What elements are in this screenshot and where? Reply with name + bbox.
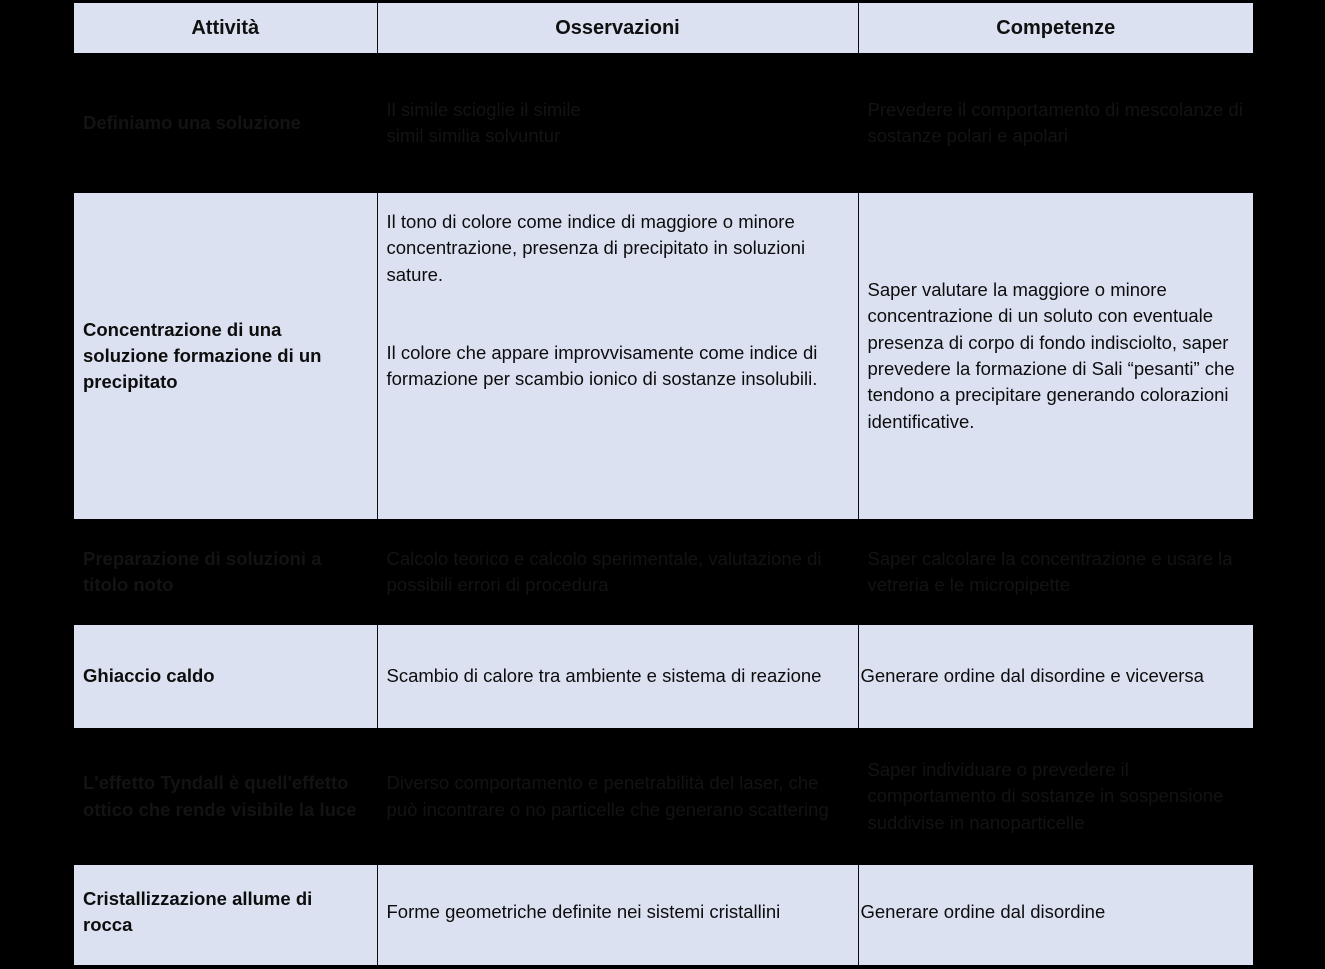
cell-osservazioni: Scambio di calore tra ambiente e sistema di reazione xyxy=(377,625,858,728)
table-body xyxy=(74,53,1253,965)
table-row xyxy=(74,625,1253,728)
column-header-attivita: Attività xyxy=(74,3,377,53)
cell-attivita: Cristallizzazione allume di rocca xyxy=(74,865,377,965)
osservazioni-paragraph-secondary: simil similia solvuntur xyxy=(386,125,561,146)
osservazioni-paragraph: Il tono di colore come indice di maggiore o minore concentrazione, presenza di precipitato in soluzioni sature. xyxy=(386,211,806,285)
cell-competenze: Generare ordine dal disordine e viceversa xyxy=(858,625,1253,728)
cell-osservazioni: Diverso comportamento e penetrabilità del laser, che può incontrare o no particelle che generano scattering xyxy=(377,728,858,865)
activities-table-container xyxy=(74,3,1253,965)
table-header xyxy=(74,3,1253,53)
cell-attivita: L'effetto Tyndall è quell'effetto ottico che rende visibile la luce xyxy=(74,728,377,865)
cell-competenze: Saper valutare la maggiore o minore concentrazione di un soluto con eventuale presenza di corpo di fondo indisciolto, saper prevedere la formazione di Sali “pesanti” che tendono a precipitare generando colorazioni identificative. xyxy=(858,193,1253,519)
cell-osservazioni xyxy=(377,193,858,519)
cell-attivita: Concentrazione di una soluzione formazione di un precipitato xyxy=(74,193,377,519)
cell-attivita: Ghiaccio caldo xyxy=(74,625,377,728)
header-row xyxy=(74,3,1253,53)
cell-competenze: Prevedere il comportamento di mescolanze di sostanze polari e apolari xyxy=(858,53,1253,193)
cell-osservazioni: Calcolo teorico e calcolo sperimentale, valutazione di possibili errori di procedura xyxy=(377,519,858,625)
cell-competenze: Generare ordine dal disordine xyxy=(858,865,1253,965)
activities-table xyxy=(74,3,1253,965)
table-row xyxy=(74,53,1253,193)
cell-competenze: Saper calcolare la concentrazione e usare la vetreria e le micropipette xyxy=(858,519,1253,625)
cell-competenze: Saper individuare o prevedere il comportamento di sostanze in sospensione suddivise in nanoparticelle xyxy=(858,728,1253,865)
table-row xyxy=(74,865,1253,965)
cell-osservazioni: Forme geometriche definite nei sistemi cristallini xyxy=(377,865,858,965)
table-row xyxy=(74,728,1253,865)
cell-attivita: Definiamo una soluzione xyxy=(74,53,377,193)
table-row xyxy=(74,519,1253,625)
cell-attivita: Preparazione di soluzioni a titolo noto xyxy=(74,519,377,625)
cell-osservazioni xyxy=(377,53,858,193)
osservazioni-paragraph: Il simile scioglie il simile xyxy=(386,98,581,120)
column-header-competenze: Competenze xyxy=(858,3,1253,53)
column-header-osservazioni: Osservazioni xyxy=(377,3,858,53)
osservazioni-paragraph-secondary: Il colore che appare improvvisamente come indice di formazione per scambio ionico di sostanze insolubili. xyxy=(386,341,818,390)
table-row xyxy=(74,193,1253,519)
